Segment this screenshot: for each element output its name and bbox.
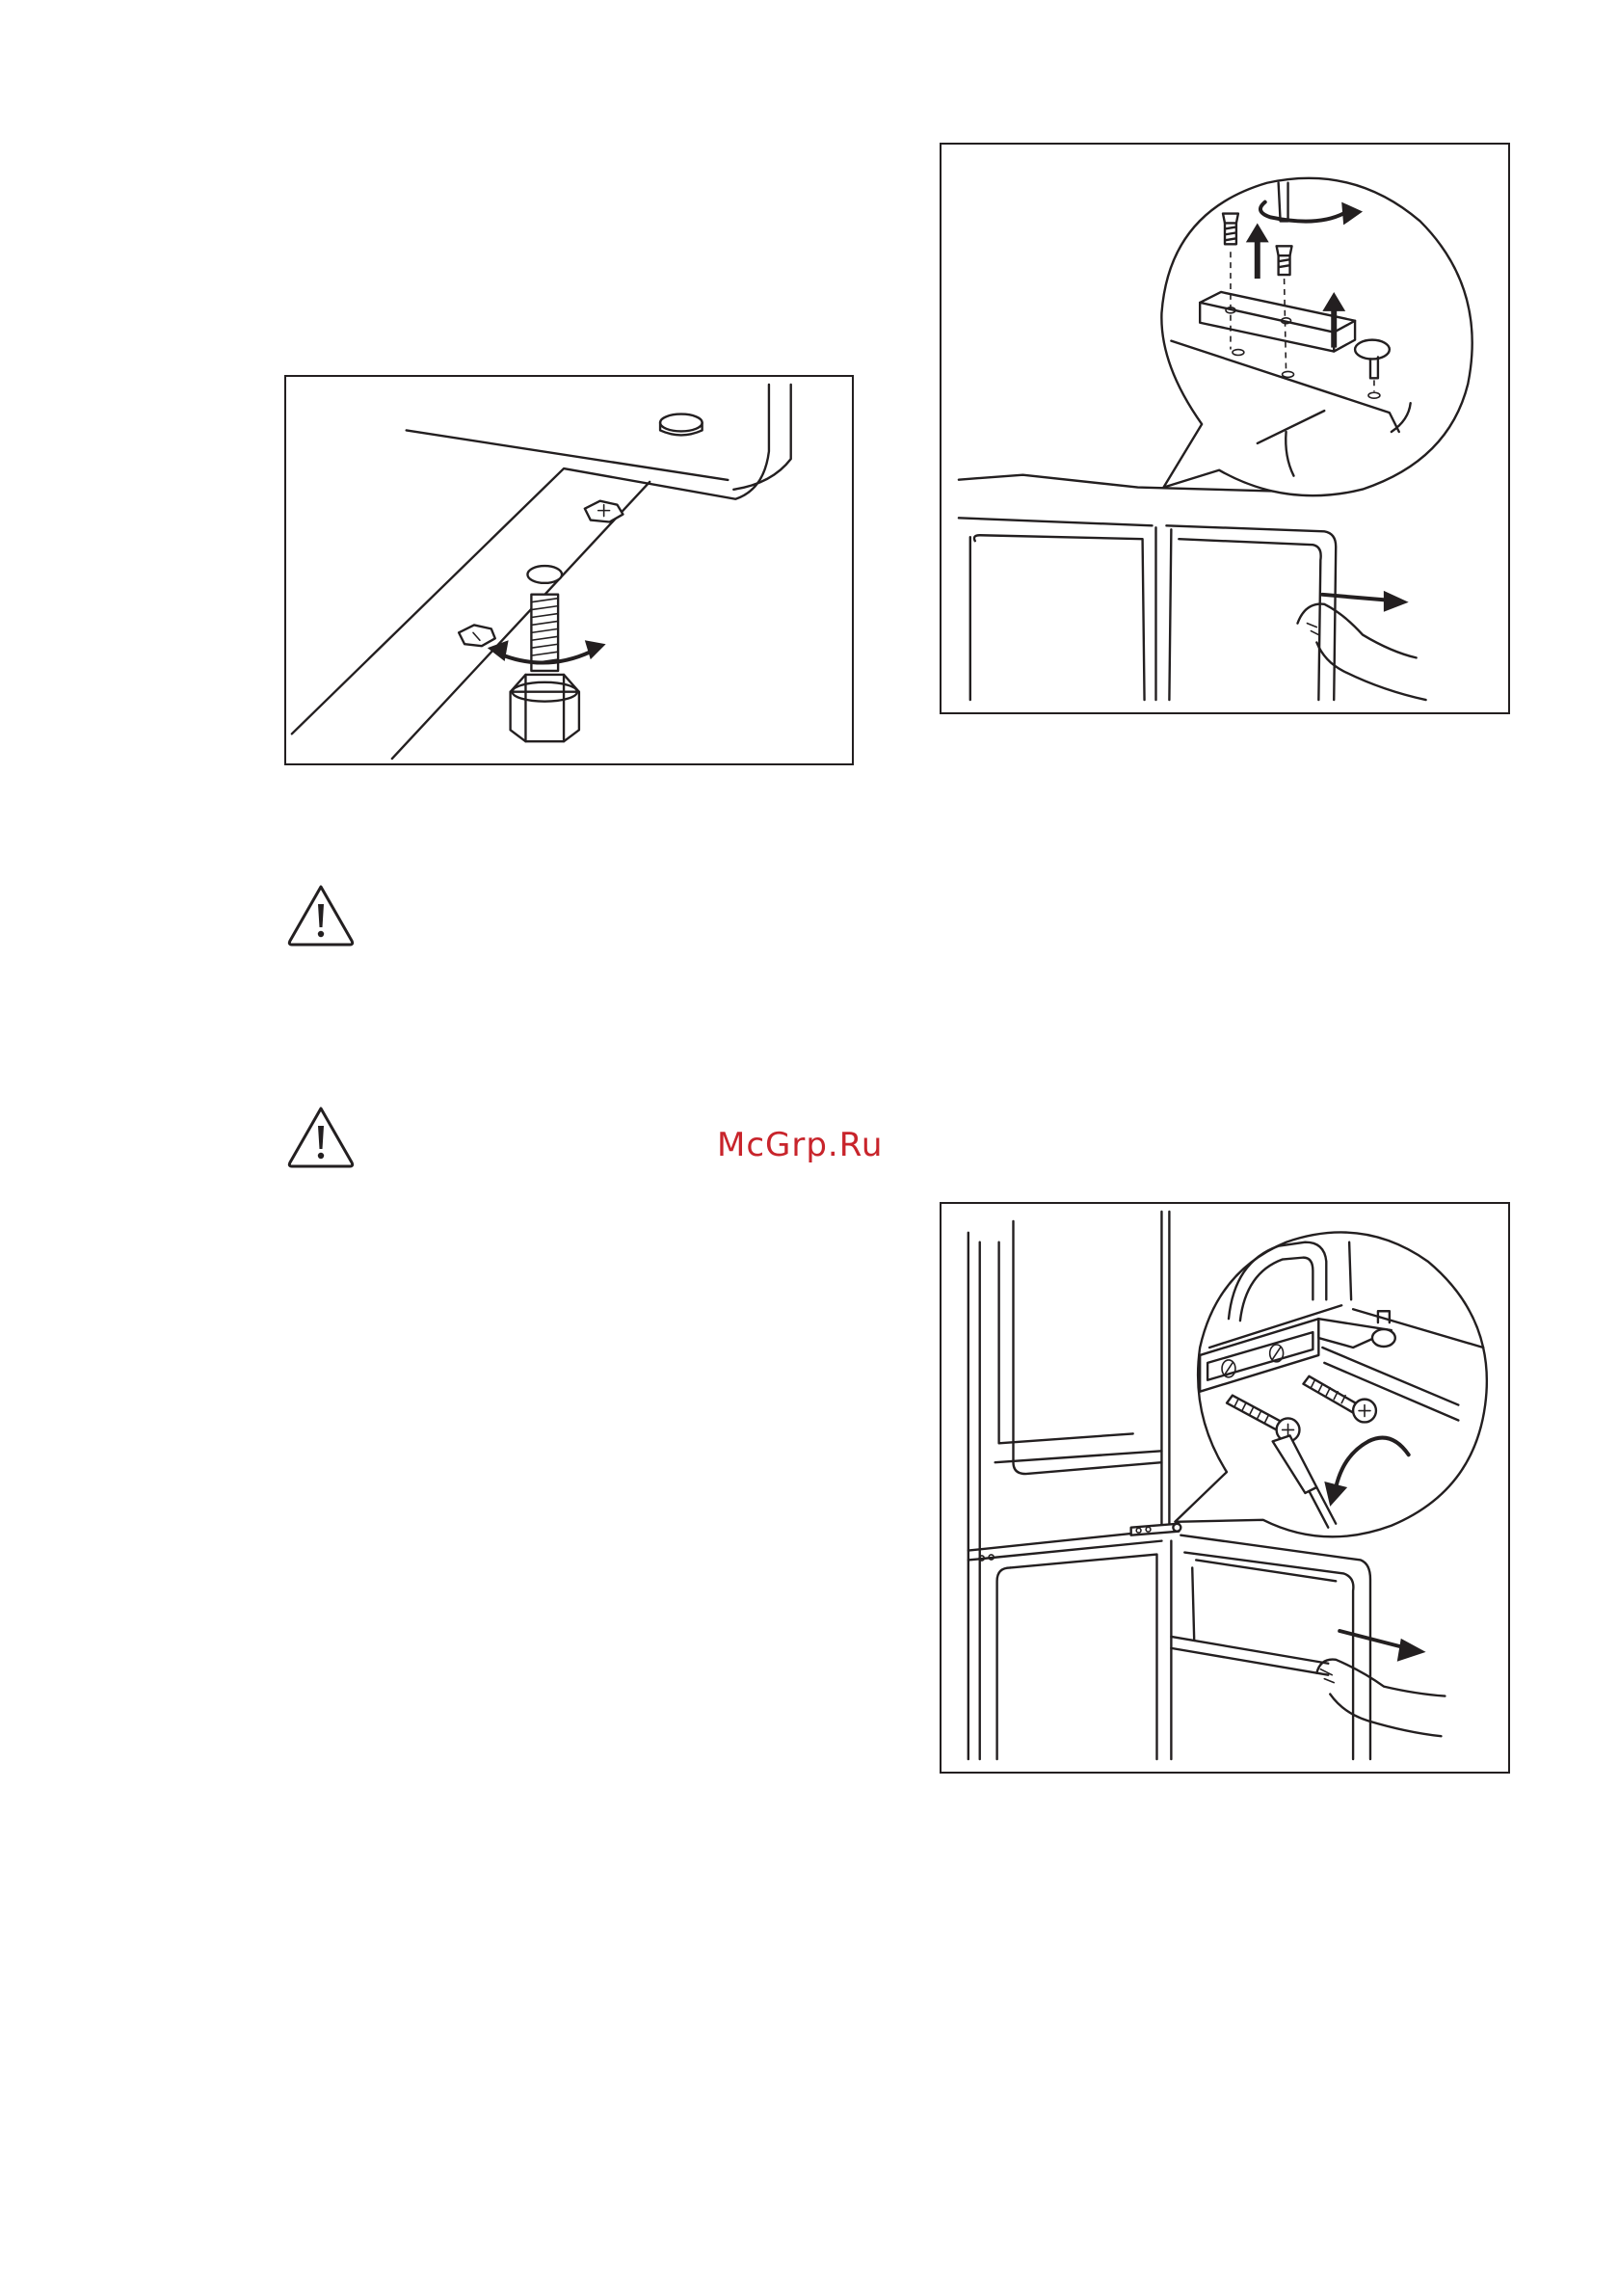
top-hinge-drawing <box>942 145 1508 712</box>
top-hinge-removal-illustration <box>940 143 1510 714</box>
middle-hinge-removal-illustration <box>940 1202 1510 1774</box>
leveling-foot-drawing <box>286 377 852 763</box>
middle-hinge-drawing <box>942 1204 1508 1772</box>
watermark: McGrp.Ru <box>717 1126 884 1164</box>
warning-triangle-icon <box>286 1105 356 1168</box>
warning-triangle-icon <box>286 883 356 947</box>
adjustable-foot-illustration <box>284 375 854 765</box>
